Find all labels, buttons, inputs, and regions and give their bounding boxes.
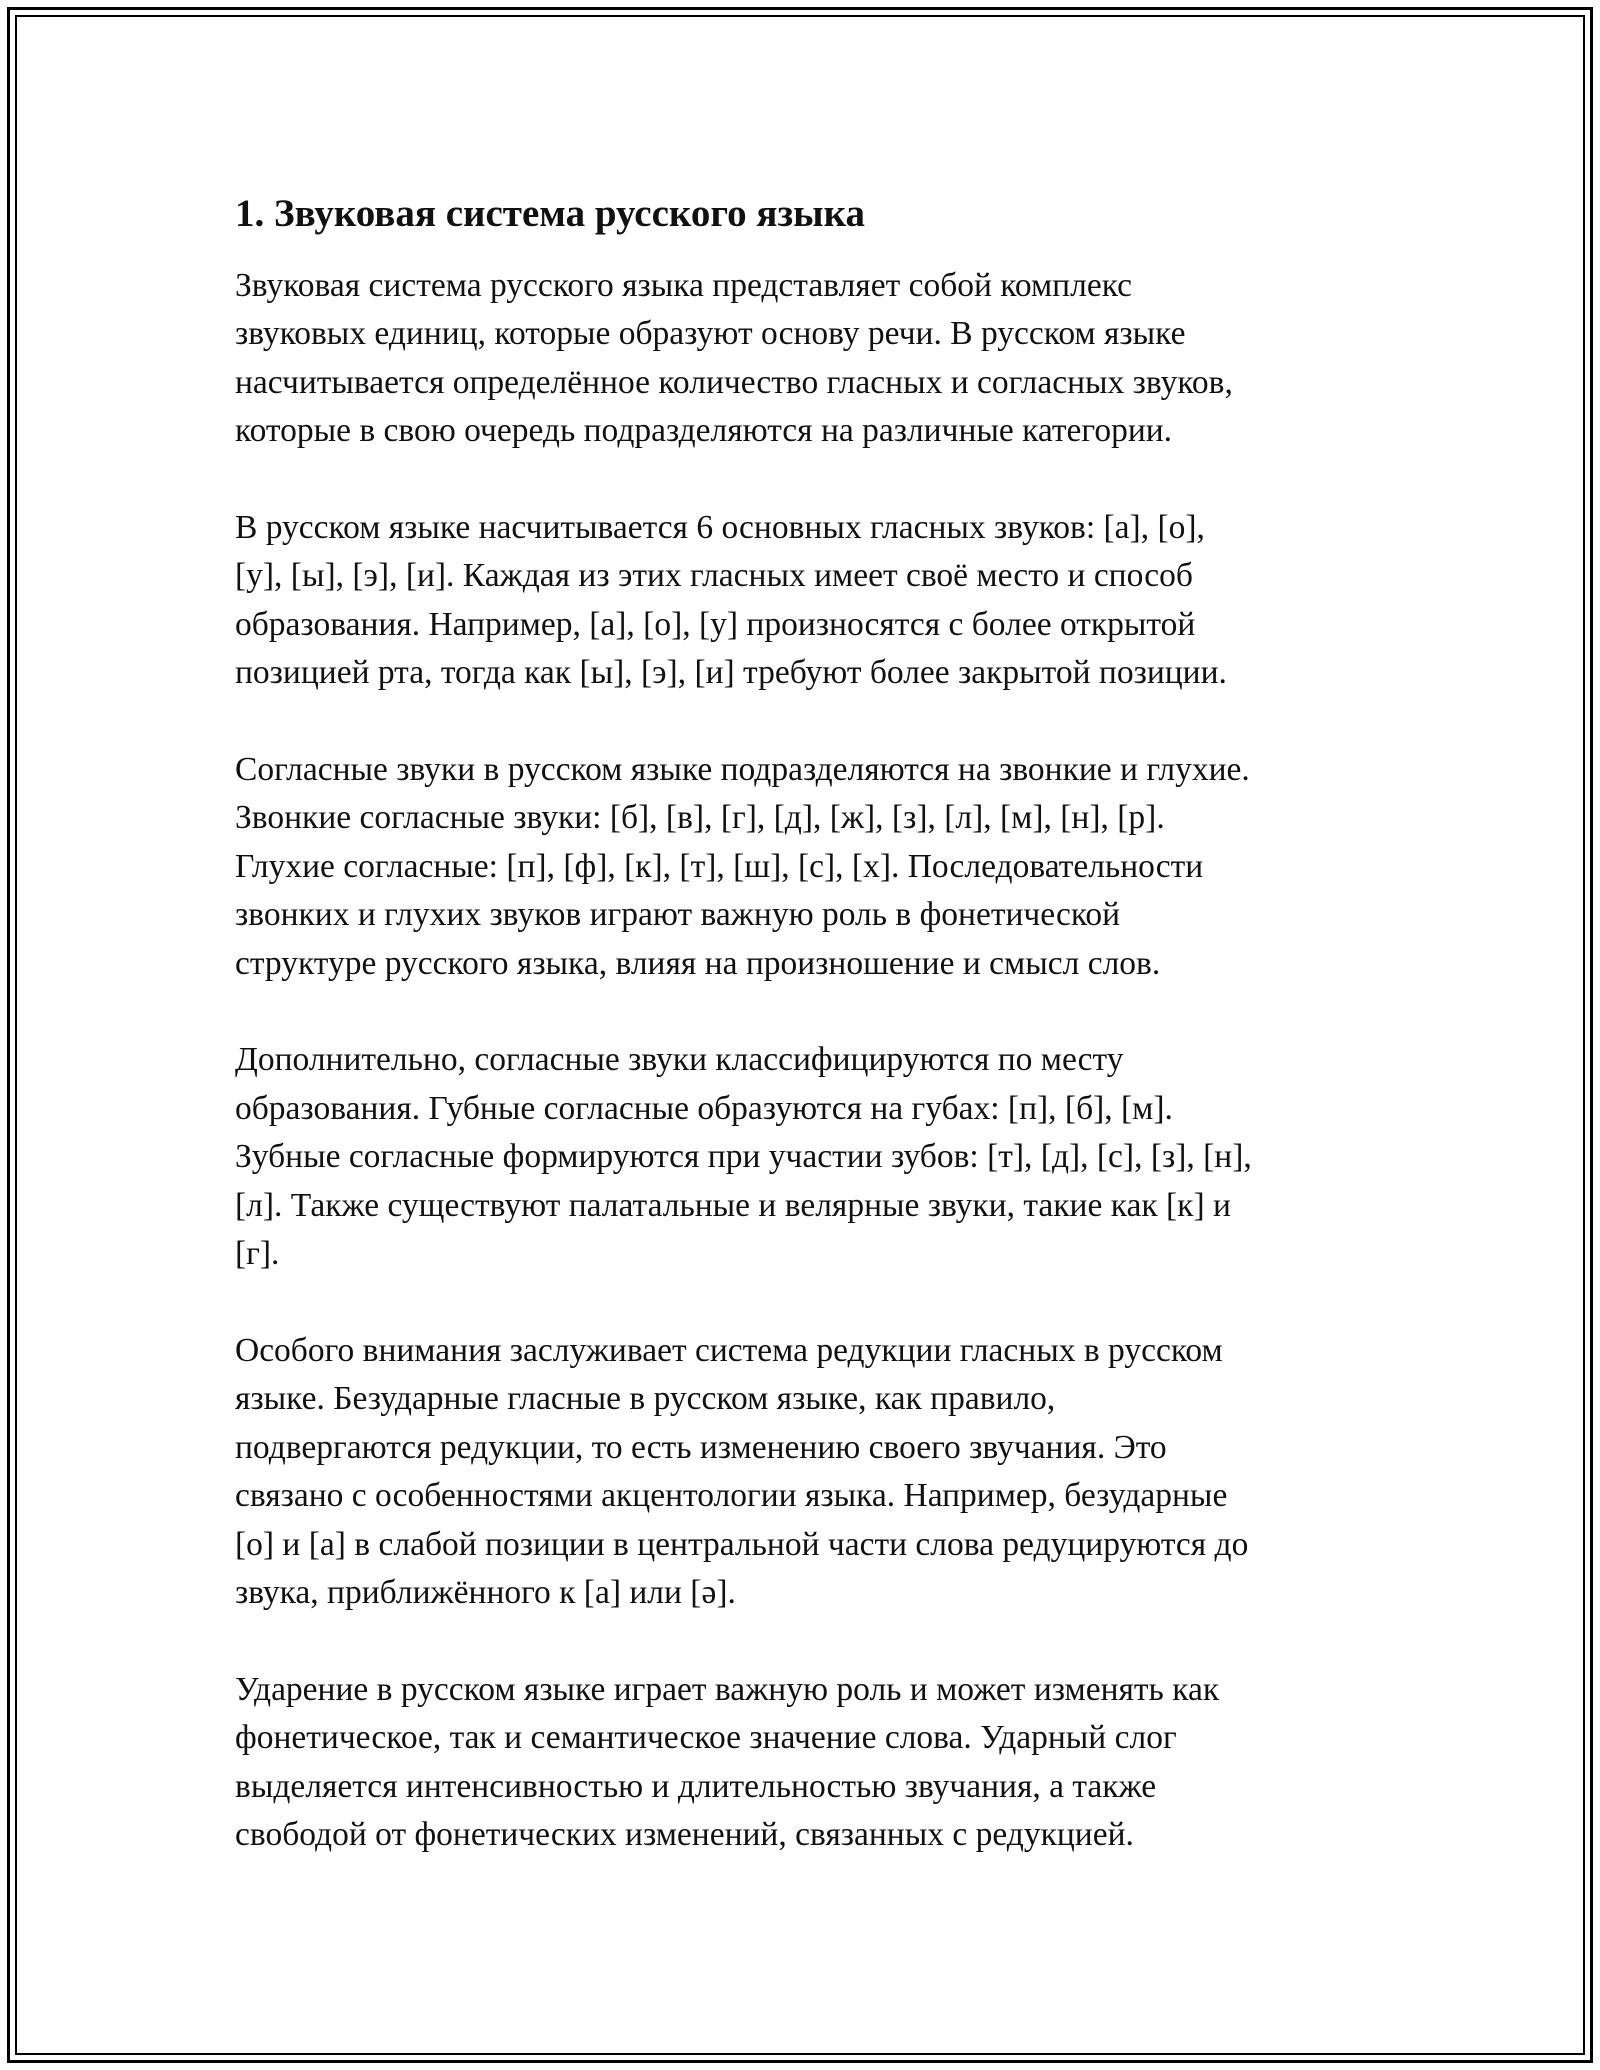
text-line: звуковых единиц, которые образуют основу речи. В русском языке — [235, 315, 1186, 353]
paragraph — [235, 746, 1365, 988]
text-line: Зубные согласные формируются при участии зубов: [т], [д], [с], [з], [н], — [235, 1138, 1252, 1176]
text-line: звука, приближённого к [а] или [ə]. — [235, 1573, 736, 1611]
paragraph — [235, 262, 1365, 456]
paragraph — [235, 1036, 1365, 1278]
text-line: выделяется интенсивностью и длительностью звучания, а также — [235, 1767, 1157, 1805]
text-line: Согласные звуки в русском языке подразделяются на звонкие и глухие. — [235, 751, 1250, 789]
text-line: фонетическое, так и семантическое значение слова. Ударный слог — [235, 1719, 1177, 1757]
paragraph — [235, 1327, 1365, 1617]
text-line: которые в свою очередь подразделяются на различные категории. — [235, 412, 1173, 450]
text-line: образования. Губные согласные образуются на губах: [п], [б], [м]. — [235, 1089, 1173, 1127]
text-line: Звонкие согласные звуки: [б], [в], [г], [д], [ж], [з], [л], [м], [н], [р]. — [235, 799, 1165, 837]
paragraph-list — [235, 262, 1365, 1859]
text-line: связано с особенностями акцентологии языка. Например, безударные — [235, 1477, 1228, 1515]
text-line: Особого внимания заслуживает система редукции гласных в русском — [235, 1331, 1223, 1369]
text-line: Глухие согласные: [п], [ф], [к], [т], [ш], [с], [х]. Последовательности — [235, 847, 1204, 885]
text-line: позицией рта, тогда как [ы], [э], [и] требуют более закрытой позиции. — [235, 654, 1227, 692]
text-line: языке. Безударные гласные в русском языке, как правило, — [235, 1380, 1056, 1418]
text-line: Дополнительно, согласные звуки классифицируются по месту — [235, 1041, 1124, 1079]
text-line: Звуковая система русского языка представляет собой комплекс — [235, 267, 1133, 304]
paragraph — [235, 504, 1365, 698]
text-line: насчитывается определённое количество гласных и согласных звуков, — [235, 363, 1233, 401]
text-line: [у], [ы], [э], [и]. Каждая из этих гласных имеет своё место и способ — [235, 557, 1193, 595]
text-line: В русском языке насчитывается 6 основных гласных звуков: [а], [о], — [235, 509, 1205, 547]
text-line: [г]. — [235, 1235, 280, 1273]
text-line: Ударение в русском языке играет важную роль и может изменять как — [235, 1670, 1220, 1708]
text-line: структуре русского языка, влияя на произношение и смысл слов. — [235, 944, 1161, 982]
paragraph — [235, 1666, 1365, 1860]
text-line: [л]. Также существуют палатальные и велярные звуки, такие как [к] и — [235, 1186, 1231, 1224]
text-line: свободой от фонетических изменений, связанных с редукцией. — [235, 1815, 1134, 1853]
text-line: образования. Например, [а], [о], [у] произносятся с более открытой — [235, 605, 1196, 643]
text-line: подвергаются редукции, то есть изменению своего звучания. Это — [235, 1428, 1167, 1466]
text-line: [о] и [а] в слабой позиции в центральной части слова редуцируются до — [235, 1525, 1249, 1563]
text-line: звонких и глухих звуков играют важную роль в фонетической — [235, 896, 1121, 934]
document-body — [235, 186, 1365, 1908]
section-heading: 1. Звуковая система русского языка — [235, 192, 865, 235]
